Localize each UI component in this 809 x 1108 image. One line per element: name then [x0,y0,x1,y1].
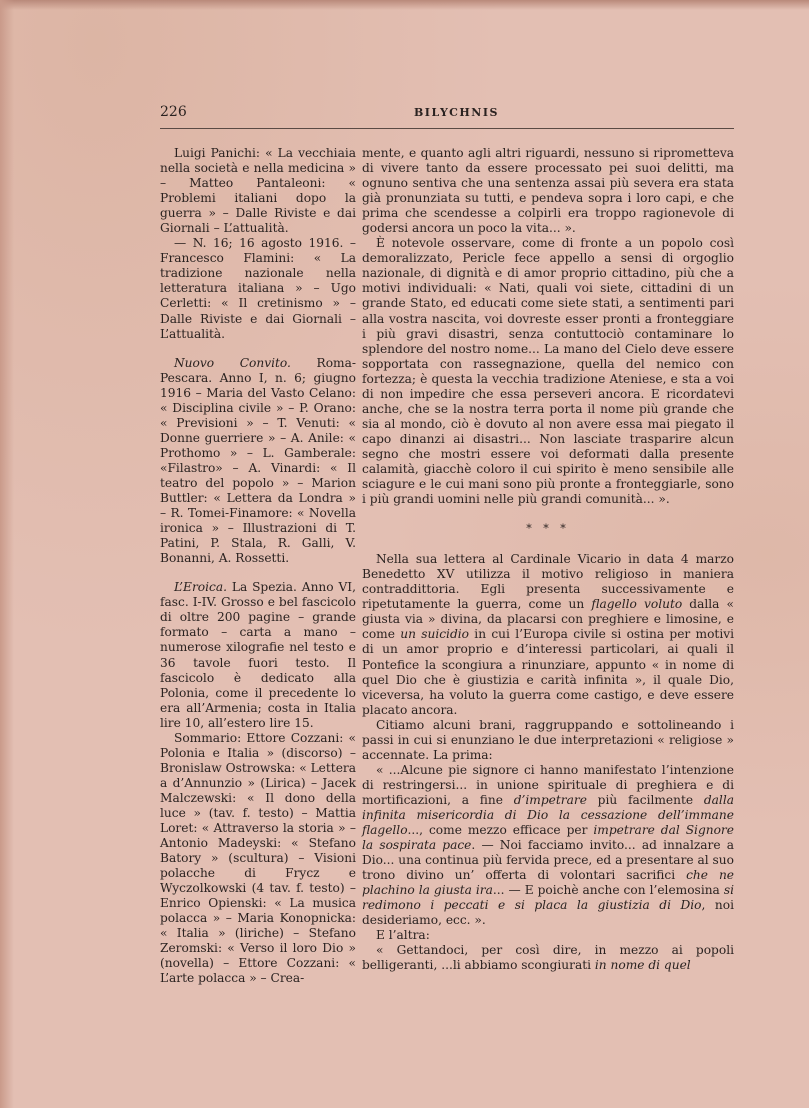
quote-paragraph: « Gettandoci, per così dire, in mezzo ai popoli belligeranti, ...li abbiamo scongiurati in nome di quel [362,943,734,973]
left-column [160,146,356,987]
paragraph: L’Eroica. La Spezia. Anno VI, fasc. I-IV. Grosso e bel fascicolo di oltre 200 pagine – grande formato – carta a mano – numerose xilografie nel testo e 36 tavole fuori testo. Il fascicolo è dedicato alla Polonia, come il precedente lo era all’Armenia; costa in Italia lire 10, all’estero lire 15. [160,580,356,730]
paragraph: Nuovo Convito. Roma-Pescara. Anno I, n. 6; giugno 1916 – Maria del Vasto Celano: « Disciplina civile » – P. Orano: « Previsioni » – T. Venuti: « Donne guerriere » – A. Anile: « Prothomo » – L. Gamberale: «Filastro» – A. Vinardi: « Il teatro del popolo » – Marion Buttler: « Lettera da Londra » – R. Tomei-Finamore: « Novella ironica » – Illustrazioni di T. Patini, P. Stala, R. Galli, V. Bonanni, A. Rossetti. [160,355,356,566]
page-number: 226 [160,104,187,120]
running-title: BILYCHNIS [414,106,499,119]
paragraph: Citiamo alcuni brani, raggruppando e sottolineando i passi in cui si enunziano le due interpretazioni « religiose » accennate. La prima: [362,717,734,762]
paragraph: mente, e quanto agli altri riguardi, nessuno si riprometteva di vivere tanto da essere processato pei suoi delitti, ma ognuno sentiva che una sentenza assai più severa era stata già pronunziata su tutti, e pendeva sopra i loro capi, e che prima che scendesse a colpirli era troppo ragionevole di godersi ancora un poco la vita... ». [362,146,734,236]
paragraph: Nella sua lettera al Cardinale Vicario in data 4 marzo Benedetto XV utilizza il motivo religioso in maniera contraddittoria. Egli presenta successivamente e ripetutamente la guerra, come un flagello voluto dalla « giusta via » divina, da placarsi con preghiere e limosine, e come un suicidio in cui l’Europa civile si ostina per motivi di un amor proprio e d’interessi particolari, ai quali il Pontefice la scongiura a rinunziare, appunto « in nome di quel Dio che è giustizia e carità infinita », il quale Dio, viceversa, ha voluto la guerra come castigo, e deve essere placato ancora. [362,552,734,717]
section-divider: * * * [526,522,570,536]
page-header [160,104,734,129]
journal-title: Nuovo Convito. [174,355,291,370]
paragraph: Luigi Panichi: « La vecchiaia nella società e nella medicina » – Matteo Pantaleoni: « Problemi italiani dopo la guerra » – Dalle Riviste e dai Giornali – L’attualità. [160,146,356,236]
right-column [362,146,734,973]
paragraph: Sommario: Ettore Cozzani: « Polonia e Italia » (discorso) – Bronislaw Ostrowska: « Lettera a d’Annunzio » (Lirica) – Jacek Malczewski: « Il dono della luce » (tav. f. testo) – Mattia Loret: « Attraverso la storia » – Antonio Madeyski: « Stefano Batory » (scultura) – Visioni polacche di Frycz e Wyczolkowski (4 tav. f. testo) – Enrico Opienski: « La musica polacca » – Maria Konopnicka: « Italia » (liriche) – Stefano Zeromski: « Verso il loro Dio » (novella) – Ettore Cozzani: « L’arte polacca » – Crea- [160,730,356,986]
page-edge-top [0,0,809,10]
paragraph: E l’altra: [376,928,430,943]
journal-title: L’Eroica. [174,580,227,595]
page-edge-left [0,0,14,1108]
paragraph: È notevole osservare, come di fronte a un popolo così demoralizzato, Pericle fece appello a sensi di orgoglio nazionale, di dignità e di amor proprio cittadino, più che a motivi individuali: « Nati, quali voi siete, cittadini di un grande Stato, ed educati come siete stati, a sentimenti pari alla vostra nascita, voi dovreste esser pronti a fronteggiare i più gravi disastri, senza contuttociò contaminare lo splendore del nostro nome... La mano del Cielo deve essere sopportata con rassegnazione, quella del nemico con fortezza; è questa la vecchia tradizione Ateniese, e sta a voi di non impedire che essa perseveri ancora. E ricordatevi anche, che se la nostra terra porta il nome più grande che sia al mondo, ciò è dovuto al non avere essa mai piegato il capo dinanzi ai disastri... Non lasciate trasparire alcun segno che mostri essere voi deformati dalla presente calamità, giacchè coloro il cui spirito è meno sensibile alle sciagure e le cui mani sono più pronte a fronteggiarle, sono i più grandi uomini nelle più grandi comunità... ». [362,236,734,507]
quote-paragraph: « ...Alcune pie signore ci hanno manifestato l’intenzione di restringersi... in unione spirituale di preghiera e di mortificazioni, a fine d’impetrare più facilmente dalla infinita misericordia di Dio la cessazione dell’immane flagello..., come mezzo efficace per impetrare dal Signore la sospirata pace. — Noi facciamo invito... ad innalzare a Dio... una continua più fervida prece, ed a presentare al suo trono divino un’ offerta di volontari sacrifici che ne plachino la giusta ira... — E poichè anche con l’elemosina si redimono i peccati e si placa la giustizia di Dio, noi desideriamo, ecc. ». [362,762,735,928]
paragraph: — N. 16; 16 agosto 1916. – Francesco Flamini: « La tradizione nazionale nella letteratura italiana » – Ugo Cerletti: « Il cretinismo » – Dalle Riviste e dai Giornali – L’attualità. [160,236,356,341]
